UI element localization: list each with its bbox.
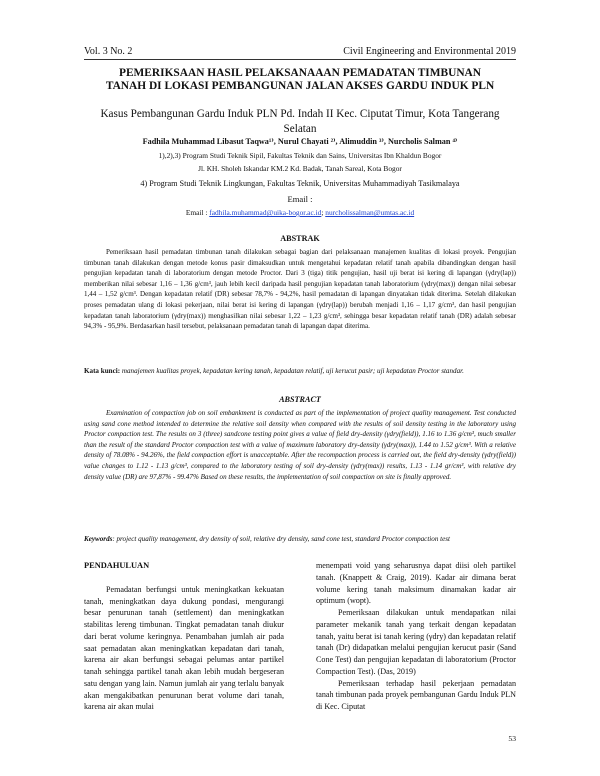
- title-line-2: TANAH DI LOKASI PEMBANGUNAN JALAN AKSES GARDU INDUK PLN: [105, 80, 495, 92]
- left-column: [84, 560, 284, 713]
- email-line: [84, 208, 516, 217]
- author-list: Fadhila Muhammad Libasut Taqwa¹⁾, Nurul Chayati ²⁾, Alimuddin ³⁾, Nurcholis Salman ⁴⁾: [142, 137, 458, 146]
- title-line-1: PEMERIKSAAN HASIL PELAKSANAAAN PEMADATAN TIMBUNAN: [119, 67, 481, 79]
- keywords-label: Keywords: [84, 535, 113, 543]
- abstract-body: Examination of compaction job on soil embankment is conducted as part of the implementation of project quality management. Test conducted using sand cone method intended to determine the relative soil density when compared with the results of soil density testing in the laboratory using Proctor compaction test. The results on 3 (three) sandcone testing point gives a value of field dry-density (γdry(field)), 1.16 to 1.36 g/cm³, much smaller than the result of the standard Proctor compaction test with a value of maximum laboratory dry-density (γdry(max)), 1.44 to 1.52 g/cm³. With a relative density of 78.08% - 94.26%, the field compaction effort is unacceptable. After the recompaction process is carried out, the field dry-density (γdry(field)) value changes to 1.12 - 1.13 g/cm³, compared to the laboratory testing of soil dry-density (γdry(max)) results, 1.13 - 1.14 gr/cm³, with relative dry density value (DR) are 97,87% - 99.47% Based on these results, the implementation of soil compaction on site is finally approved.: [84, 409, 516, 481]
- affiliation-2: 4) Program Studi Teknik Lingkungan, Fakultas Teknik, Universitas Muhammadiyah Tasikmalaya: [140, 179, 460, 188]
- kata-kunci: [84, 366, 516, 377]
- keywords: [84, 534, 516, 545]
- abstrak-heading: ABSTRAK: [280, 234, 320, 243]
- affiliation-1-address: Jl. KH. Sholeh Iskandar KM.2 Kd. Badak, Tanah Sareal, Kota Bogor: [198, 164, 402, 173]
- abstrak-body: Pemeriksaan hasil pemadatan timbunan tanah dilakukan sebagai bagian dari pelaksanaan manajemen kualitas di lokasi proyek. Pengujian timbunan tanah dilakukan dengan metode konus pasir dimaksudkan untuk mengetahui kepadatan relatif tanah apabila dibandingkan dengan hasil pengujian kepadatan tanah di laboratorium dengan metode Proctor. Dari 3 (tiga) titik pengujian, hasil uji berat isi kering di lapangan (γdry(lap)) memberikan nilai sebesar 1,16 – 1,36 g/cm³, jauh lebih kecil daripada hasil pengujian kepadatan tanah laboratorium (γdry(max)) dengan nilai sebesar 1,44 – 1,52 g/cm³. Dengan kepadatan relatif (DR) sebesar 78,7% - 94,2%, hasil pemadatan di lapangan dinyatakan tidak diterima. Setelah dilakukan proses pemadatan ulang di lokasi pekerjaan, nilai berat isi kering di lapangan (γdry(lap)) berubah menjadi 1,16 – 1,17 g/cm³, dan hasil pengujian kepadatan tanah laboratorium (γdry(max)) menghasilkan nilai sebesar 1,22 – 1,23 g/cm³, sehingga besar kepadatan relatif tanah (DR) adalah sebesar 94,3% - 95,9%. Berdasarkan hasil tersebut, pelaksanaan pemadatan tanah di lapangan dapat diterima.: [84, 248, 516, 331]
- paragraph-1: Pemadatan berfungsi untuk meningkatkan kekuatan tanah, meningkatkan daya dukung pondasi, mengurangi besar penurunan tanah (settlement) dan meningkatkan stabilitas lereng timbunan. Tingkat pemadatan tanah diukur dari berat volume keringnya. Penambahan jumlah air pada saat pemadatan akan meningkatkan kepadatan dari tanah, karena air akan berfungsi sebagai pelumas antar partikel tanah sehingga partikel tanah akan lebih mudah bergeseran satu dengan yang lain. Namun jumlah air yang terlalu banyak akan mengakibatkan penurunan berat volume dari tanah, karena air akan mulai: [84, 584, 284, 712]
- abstract-heading: ABSTRACT: [279, 395, 321, 404]
- paragraph-2: Pemeriksaan dilakukan untuk mendapatkan nilai parameter mekanik tanah yang terkait dengan kepadatan tanah, yaitu berat isi tanah kering (γdry) dan kepadatan relatif tanah (Dr) didapatkan melalui pengujian kerucut pasir (Sand Cone Test) dan pengujian kepadatan di laboratorium (Proctor Compaction Test). (Das, 2019): [316, 608, 516, 676]
- journal-name: Civil Engineering and Environmental 2019: [343, 46, 516, 57]
- paragraph-3: Pemeriksaan terhadap hasil pekerjaan pemadatan tanah timbunan pada proyek pembangunan Gardu Induk PLN di Kec. Ciputat: [316, 678, 516, 711]
- paper-subtitle: Kasus Pembangunan Gardu Induk PLN Pd. Indah II Kec. Ciputat Timur, Kota Tangerang Selatan: [100, 108, 500, 135]
- kata-kunci-label: Kata kunci:: [84, 367, 121, 375]
- header-divider: [84, 59, 516, 60]
- email-link-1[interactable]: fadhila.muhammad@uika-bogor.ac.id: [209, 208, 322, 217]
- volume-label: Vol. 3 No. 2: [84, 46, 133, 57]
- email-link-2[interactable]: nurcholissalman@umtas.ac.id: [325, 208, 415, 217]
- paragraph-1-continued: menempati void yang seharusnya dapat diisi oleh partikel tanah. (Knappett & Craig, 2019). Kadar air dimana berat volume kering tanah maksimum dinamakan kadar air optimum (wopt).: [316, 561, 516, 606]
- kata-kunci-text: manajemen kualitas proyek, kepadatan kering tanah, kepadatan relatif, uji kerucut pasir; uji kepadatan Proctor standar.: [120, 367, 464, 375]
- right-column: [316, 560, 516, 713]
- affiliation-1: 1),2),3) Program Studi Teknik Sipil, Fakultas Teknik dan Sains, Universitas Ibn Khaldun Bogor: [158, 151, 442, 160]
- keywords-text: : project quality management, dry density of soil, relative dry density, sand cone test, standard Proctor compaction test: [112, 535, 450, 543]
- email-prefix: Email :: [185, 208, 210, 217]
- section-heading-pendahuluan: PENDAHULUAN: [84, 561, 150, 570]
- paper-title: [84, 67, 516, 93]
- email-separator: ;: [321, 208, 326, 217]
- email-label: Email :: [287, 194, 313, 204]
- page-number: 53: [508, 734, 516, 743]
